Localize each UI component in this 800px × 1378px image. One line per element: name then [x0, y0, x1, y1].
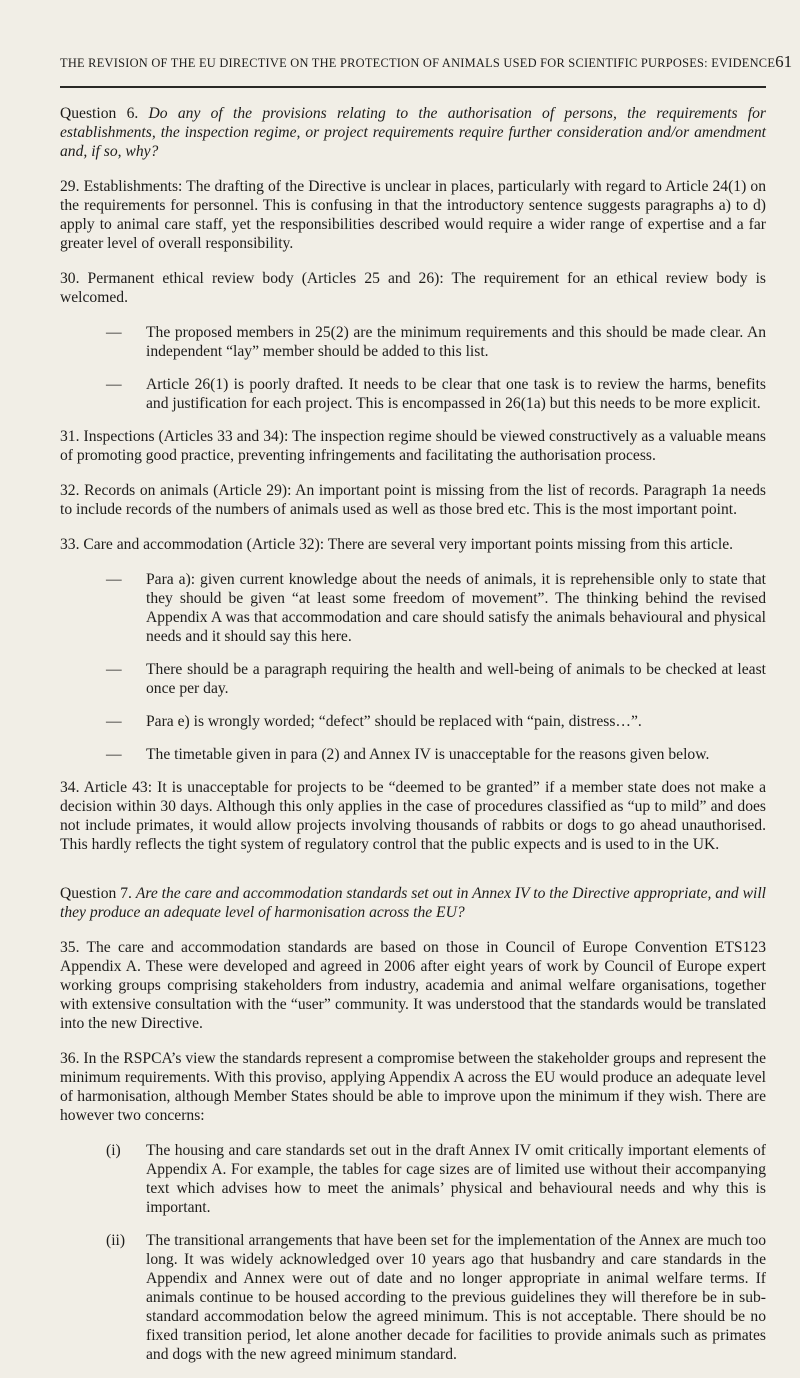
list-item: — The proposed members in 25(2) are the minimum requirements and this should be made clear. An independent “lay” member should be added to this list.	[106, 324, 766, 360]
roman-marker: (ii)	[106, 1232, 126, 1249]
paragraph-35: 35. The care and accommodation standards are based on those in Council of Europe Convention ETS123 Appendix A. These were developed and agreed in 2006 after eight years of work by Council of Europe expert working groups comprising stakeholders from industry, academia and animal welfare organisations, together with extensive consultation with the “user” community. It was understood that the standards would be translated into the new Directive.	[60, 939, 766, 1032]
question-6	[60, 104, 766, 161]
header-rule	[60, 86, 766, 88]
list-item: — The timetable given in para (2) and Annex IV is unacceptable for the reasons given below.	[106, 746, 710, 763]
paragraph-33: 33. Care and accommodation (Article 32): There are several very important points missing from this article.	[60, 536, 734, 553]
question-7	[60, 884, 766, 922]
dash-marker: —	[106, 661, 122, 678]
dash-marker: —	[106, 746, 122, 763]
list-item: — Para e) is wrongly worded; “defect” should be replaced with “pain, distress…”.	[106, 713, 642, 730]
question-text: Are the care and accommodation standards set out in Annex IV to the Directive appropriate, and will they produce an adequate level of harmonisation across the EU?	[60, 885, 766, 921]
list-item: — There should be a paragraph requiring the health and well-being of animals to be checked at least once per day.	[106, 661, 766, 697]
dash-marker: —	[106, 713, 122, 730]
question-text: Do any of the provisions relating to the authorisation of persons, the requirements for establishments, the inspection regime, or project requirements require further consideration and/or amendment and, if so, why?	[60, 105, 766, 160]
body-text	[60, 104, 766, 1378]
page-number: 61	[775, 52, 793, 71]
dash-marker: —	[106, 376, 122, 393]
paragraph-29: 29. Establishments: The drafting of the Directive is unclear in places, particularly with regard to Article 24(1) on the requirements for personnel. This is confusing in that the introductory sentence suggests paragraphs a) to d) apply to animal care staff, yet the responsibilities described would require a wider range of expertise and a far greater level of overall responsibility.	[60, 178, 766, 252]
running-title: THE REVISION OF THE EU DIRECTIVE ON THE PROTECTION OF ANIMALS USED FOR SCIENTIFIC PURPOSES: EVIDENCE	[60, 56, 776, 70]
paragraph-32: 32. Records on animals (Article 29): An important point is missing from the list of records. Paragraph 1a needs to include records of the numbers of animals used as well as those bred etc. This is the most important point.	[60, 482, 766, 518]
paragraph-31: 31. Inspections (Articles 33 and 34): The inspection regime should be viewed constructively as a valuable means of promoting good practice, preventing infringements and facilitating the authorisation process.	[60, 428, 766, 464]
roman-marker: (i)	[106, 1142, 121, 1159]
paragraph-34: 34. Article 43: It is unacceptable for projects to be “deemed to be granted” if a member state does not make a decision within 30 days. Although this only applies in the case of procedures classified as “up to mild” and does not include primates, it would allow projects involving thousands of rabbits or dogs to go ahead unauthorised. This hardly reflects the tight system of regulatory control that the public expects and is used to in the UK.	[60, 779, 766, 853]
paragraph-30: 30. Permanent ethical review body (Articles 25 and 26): The requirement for an ethical review body is welcomed.	[60, 270, 766, 306]
question-label: Question 7.	[60, 885, 132, 902]
list-item: — Article 26(1) is poorly drafted. It needs to be clear that one task is to review the harms, benefits and justification for each project. This is encompassed in 26(1a) but this needs to be more explicit.	[106, 376, 766, 412]
list-item: — Para a): given current knowledge about the needs of animals, it is reprehensible only to state that they should be given “at least some freedom of movement”. The thinking behind the revised Appendix A was that accommodation and care should satisfy the animals behavioural and physical needs and it should say this here.	[106, 571, 766, 645]
running-header	[60, 52, 793, 72]
dash-marker: —	[106, 571, 122, 588]
section-gap	[60, 870, 766, 884]
list-item: (ii) The transitional arrangements that have been set for the implementation of the Annex are much too long. It was widely acknowledged over 10 years ago that husbandry and care standards in the Appendix and Annex were out of date and no longer appropriate in animal welfare terms. If animals continue to be housed according to the previous guidelines they will therefore be in sub-standard accommodation below the agreed minimum. This is not acceptable. There should be no fixed transition period, let alone another decade for facilities to provide animals such as primates and dogs with the new agreed minimum standard.	[106, 1232, 766, 1363]
question-label: Question 6.	[60, 105, 139, 122]
paragraph-36: 36. In the RSPCA’s view the standards represent a compromise between the stakeholder groups and represent the minimum requirements. With this proviso, applying Appendix A across the EU would produce an adequate level of harmonisation, although Member States should be able to improve upon the minimum if they wish. There are however two concerns:	[60, 1050, 766, 1124]
dash-marker: —	[106, 324, 122, 341]
list-item: (i) The housing and care standards set out in the draft Annex IV omit critically important elements of Appendix A. For example, the tables for cage sizes are of limited use without their accompanying text which advises how to meet the animals’ physical and behavioural needs and why this is important.	[106, 1142, 766, 1216]
